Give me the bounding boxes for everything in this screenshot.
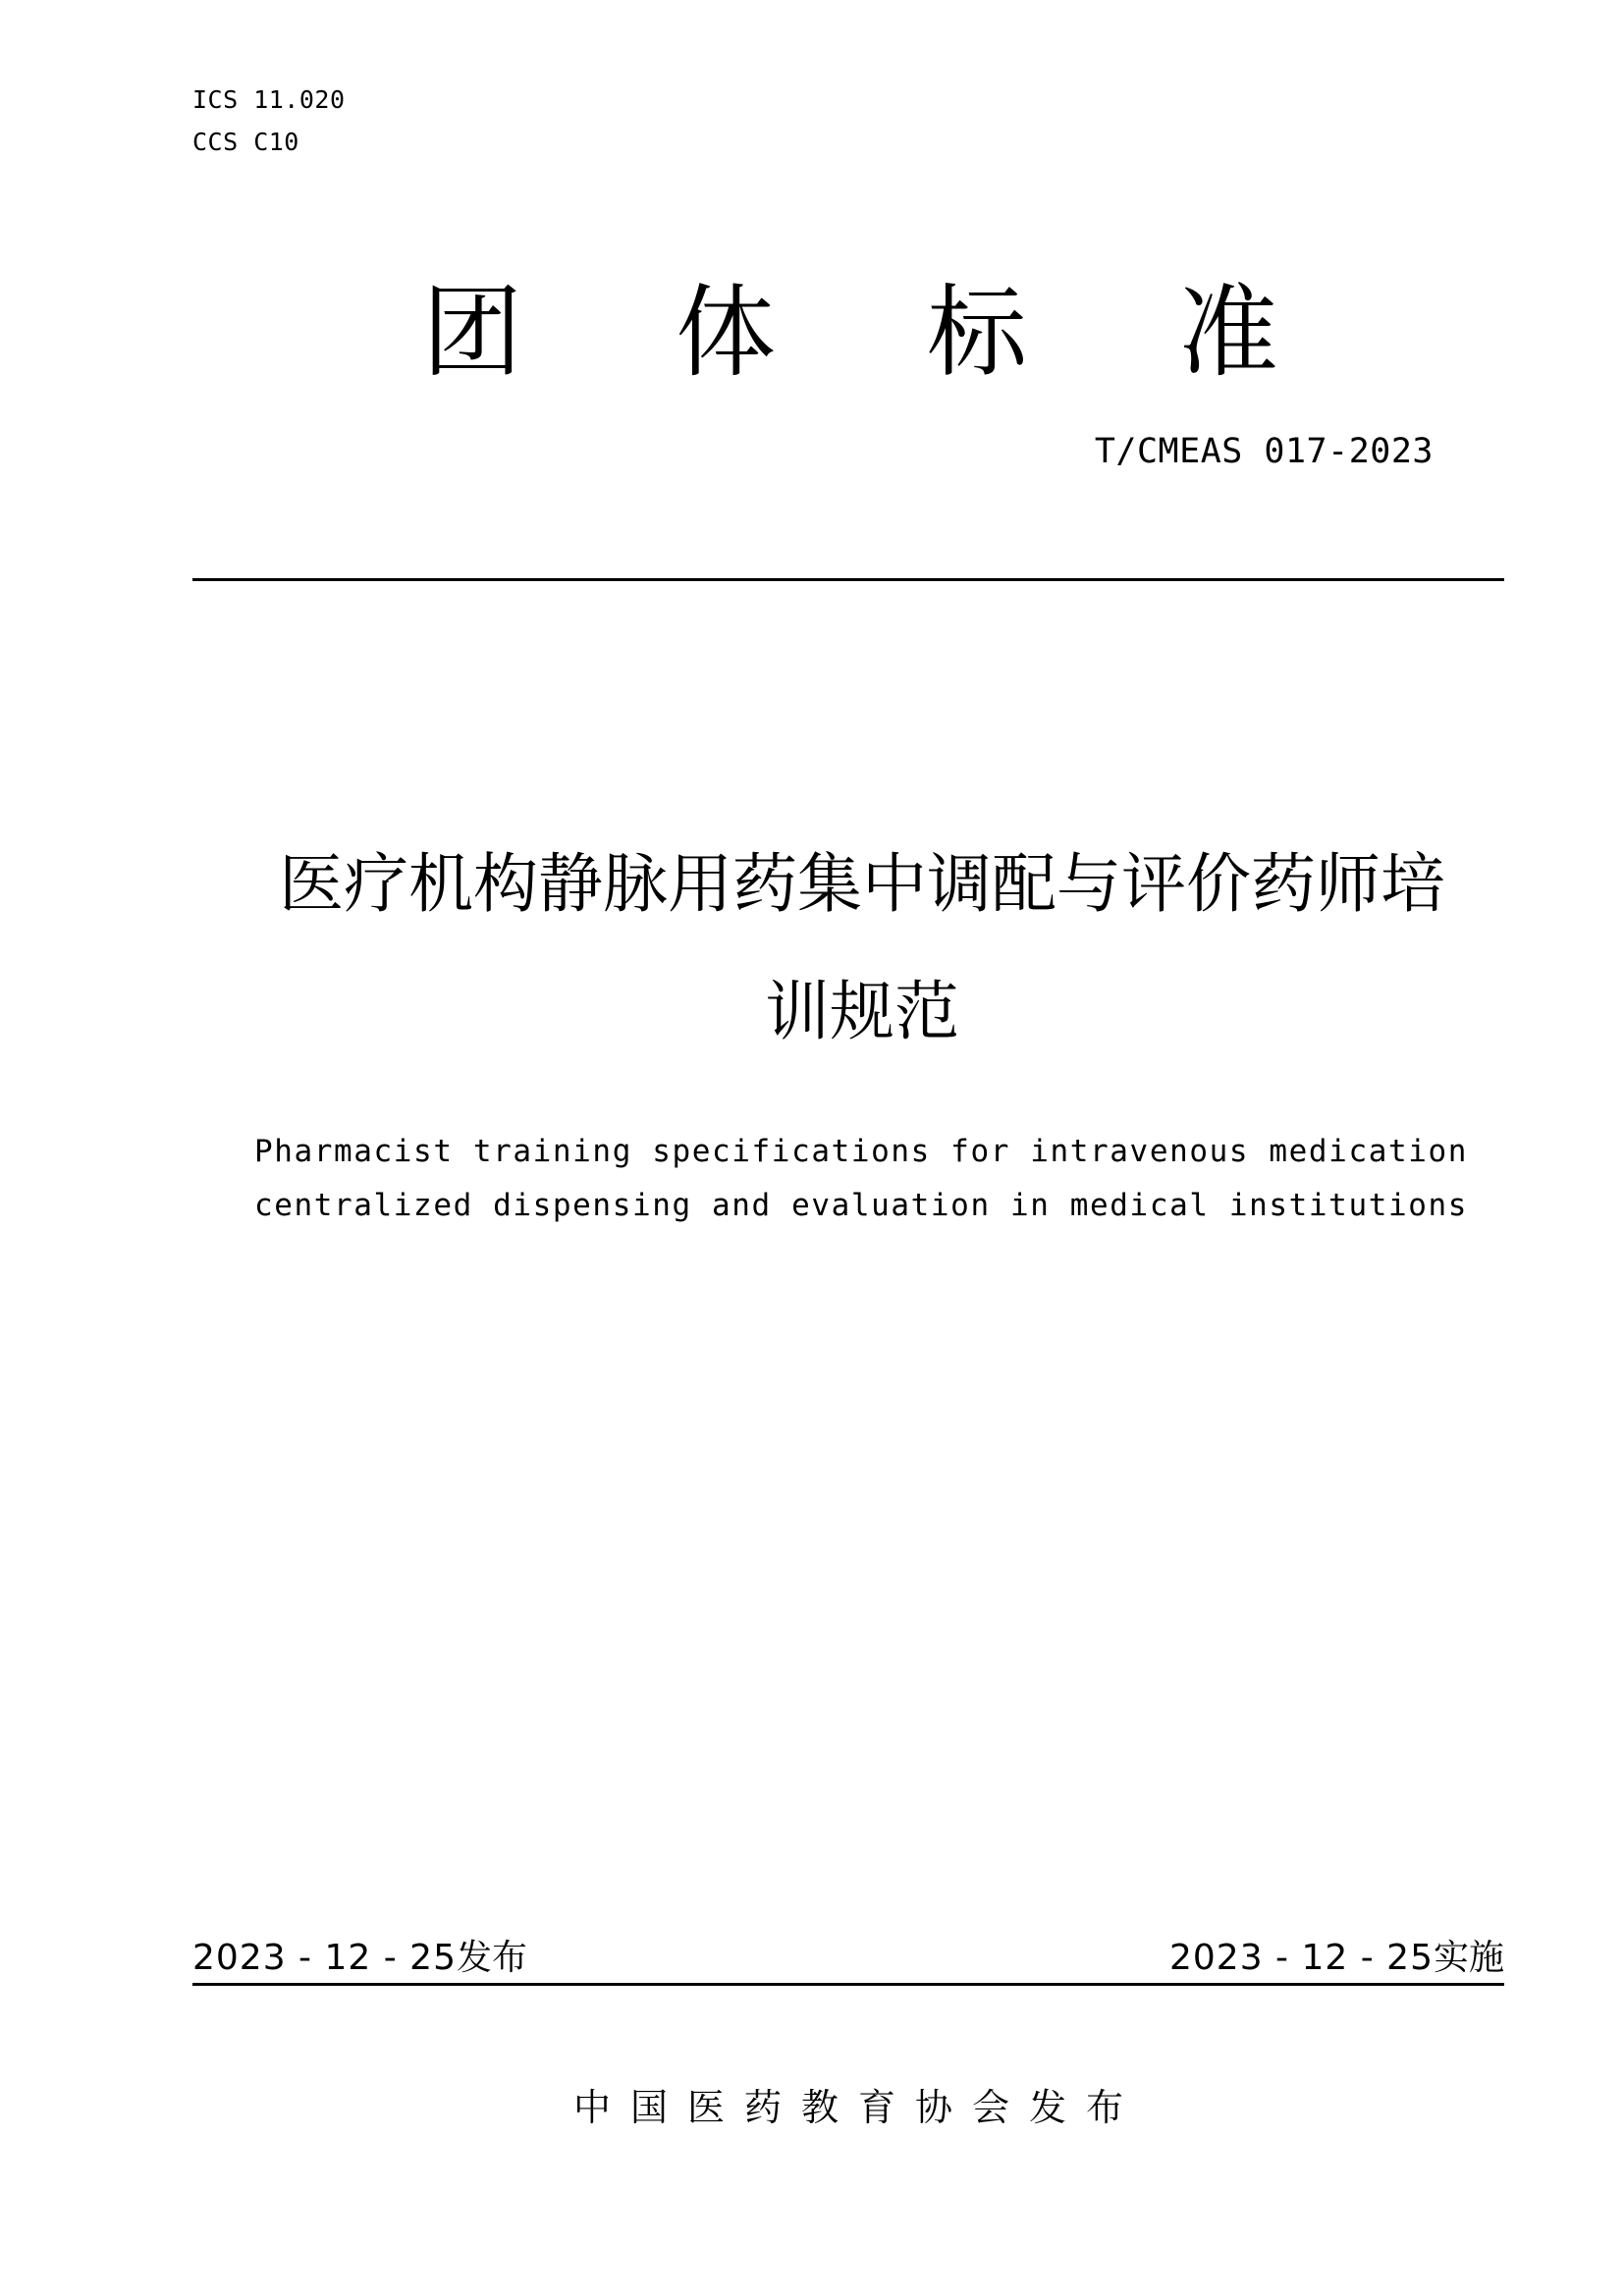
doc-type-char: 团: [422, 275, 522, 392]
implementation-date-value: 2023 - 12 - 25: [1168, 1938, 1434, 1978]
doc-type-char: 准: [1178, 275, 1278, 392]
issue-date-value: 2023 - 12 - 25: [192, 1938, 457, 1978]
document-type-heading: [422, 275, 1302, 393]
issue-date: [192, 1936, 527, 1981]
date-row: [192, 1936, 1504, 1981]
chinese-title-line-1: 医疗机构静脉用药集中调配与评价药师培: [279, 846, 1445, 922]
ics-code: ICS 11.020: [192, 85, 346, 114]
english-title: [177, 1125, 1545, 1233]
doc-type-char: 体: [676, 275, 776, 392]
top-divider: [192, 578, 1504, 581]
issue-date-label: 发布: [457, 1938, 528, 1978]
standard-number: T/CMEAS 017-2023: [1094, 432, 1434, 471]
ccs-code: CCS C10: [192, 128, 299, 156]
implementation-date-label: 实施: [1433, 1938, 1504, 1978]
english-title-line-1: Pharmacist training specifications for intravenous medication: [253, 1134, 1469, 1169]
bottom-divider: [192, 1983, 1504, 1986]
chinese-title-line-2: 训规范: [765, 974, 959, 1049]
chinese-title: [147, 821, 1577, 1076]
english-title-line-2: centralized dispensing and evaluation in medical institutions: [253, 1188, 1469, 1223]
doc-type-char: 标: [927, 275, 1027, 392]
implementation-date: [1169, 1936, 1504, 1981]
publisher: 中国医药教育协会发布: [572, 2086, 1143, 2129]
